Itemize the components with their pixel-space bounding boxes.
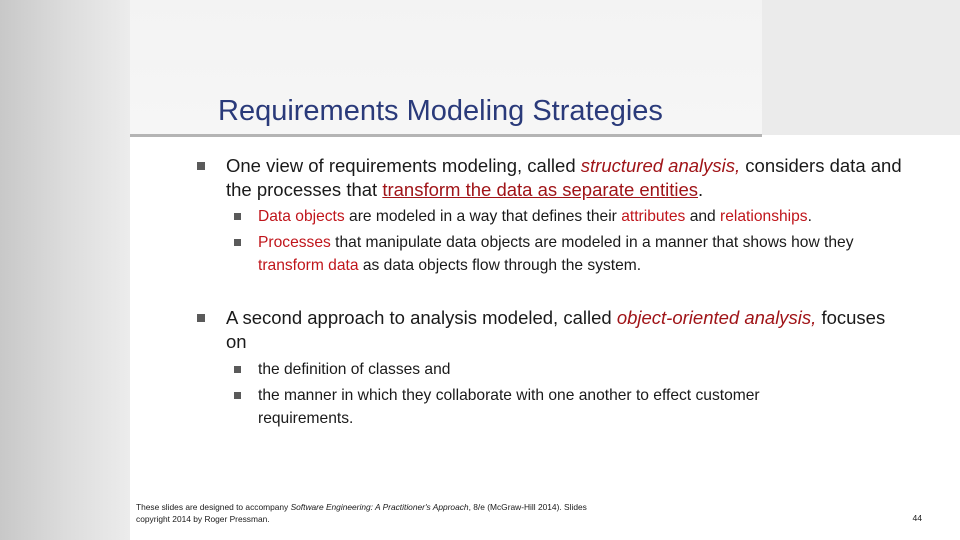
sub-1-1-part-3: and: [685, 208, 721, 225]
bullet-square-icon: [197, 314, 205, 322]
right-decor-band: [762, 0, 960, 135]
term-processes: Processes: [258, 234, 331, 251]
term-attributes: attributes: [621, 208, 686, 225]
sub-bullet-1-1-text: [258, 205, 928, 228]
sub-1-2-part-1: that manipulate data objects are modeled in a manner that shows how they: [330, 234, 854, 251]
sub-1-2-part-3: as data objects flow through the system.: [358, 257, 642, 274]
term-data-objects: Data objects: [258, 208, 345, 225]
sub-bullet-square-icon: [234, 213, 241, 220]
footer-line1-a: These slides are designed to accompany: [136, 502, 291, 512]
bullet-1-part-0: One view of requirements modeling, called: [226, 155, 581, 176]
bullet-1-part-2: considers data and the processes that: [226, 155, 902, 200]
term-transform-data-2: transform data: [258, 257, 359, 274]
sub-bullet-1-2-text: [258, 231, 918, 277]
bullet-1-text: [226, 154, 906, 202]
sub-bullet-2-1-text: the definition of classes and: [258, 361, 451, 378]
bullet-2-part-0: A second approach to analysis modeled, called: [226, 307, 617, 328]
bullet-square-icon: [197, 162, 205, 170]
sub-1-1-part-1: are modeled in a way that defines their: [344, 208, 622, 225]
sub-bullet-2-2-text: the manner in which they collaborate with one another to effect customer requirements.: [258, 387, 760, 427]
term-object-oriented-analysis: object-oriented analysis,: [616, 307, 817, 328]
bullet-1-part-4: .: [698, 179, 704, 200]
sub-bullet-square-icon: [234, 392, 241, 399]
footer-credit: [136, 501, 587, 525]
term-relationships: relationships: [720, 208, 808, 225]
title-underline: [130, 134, 762, 137]
sub-bullet-square-icon: [234, 239, 241, 246]
term-structured-analysis: structured analysis,: [580, 155, 741, 176]
footer-line1-c: , 8/e (McGraw-Hill 2014). Slides: [468, 502, 587, 512]
left-decor-band: [0, 0, 130, 540]
page-number: 44: [912, 513, 922, 523]
term-transform-data: transform the data as separate entities: [382, 179, 699, 200]
bullet-2-text: [226, 306, 906, 354]
sub-bullet-square-icon: [234, 366, 241, 373]
footer-copyright: copyright 2014 by Roger Pressman.: [136, 514, 270, 524]
footer-book-title: Software Engineering: A Practitioner's Approach: [290, 502, 469, 512]
bullet-2-part-2: focuses on: [226, 307, 886, 352]
sub-1-1-part-5: .: [807, 208, 812, 225]
slide-title: Requirements Modeling Strategies: [218, 95, 663, 127]
